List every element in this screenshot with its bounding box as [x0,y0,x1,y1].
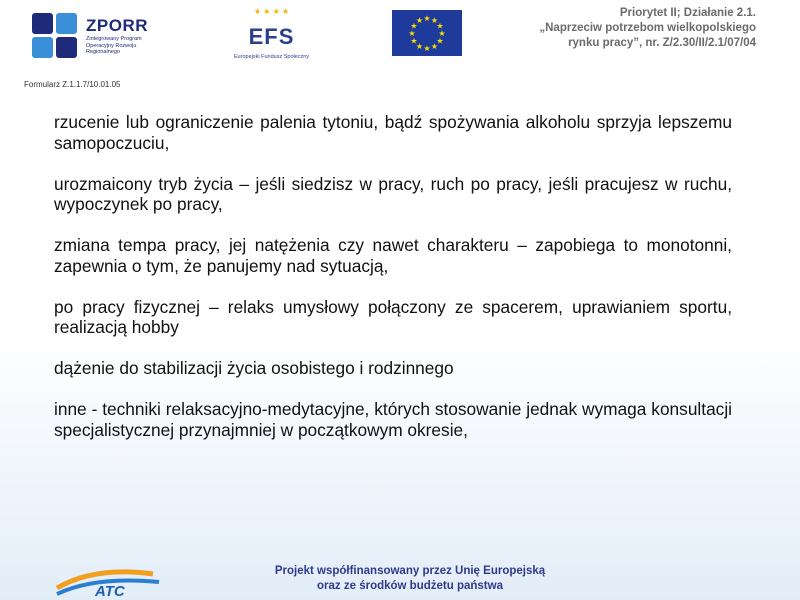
list-item [34,297,732,338]
list-item [34,399,732,440]
list-item [34,358,732,379]
list-item-text: dążenie do stabilizacji życia osobistego i rodzinnego [54,358,454,378]
atc-logo [55,562,165,598]
zporr-title: ZPORR [86,16,148,36]
list-item-text: urozmaicony tryb życia – jeśli siedzisz w pracy, ruch po pracy, jeśli pracujesz w ruchu, wypoczynek po pracy, [54,173,732,214]
atc-logo-text: ATC [95,583,125,598]
eu-star-icon: ★ [423,44,431,53]
zporr-logo [32,10,162,62]
bullet-list [34,112,732,440]
eu-star-icon: ★ [410,21,418,31]
efs-logo [224,8,319,66]
header [0,0,800,78]
list-item [34,112,732,153]
list-item-text: inne - techniki relaksacyjno-medytacyjne, których stosowanie jednak wymaga konsultacji specjalistycznej przynajmniej w początkowym okresie, [54,399,732,440]
form-code: Formularz Z.1.1.7/10.01.05 [24,80,121,89]
footer [0,560,800,600]
efs-mark: EFS [248,24,295,49]
footer-line: oraz ze środków budżetu państwa [317,580,503,592]
puzzle-icon [32,13,78,59]
list-item-text: po pracy fizycznej – relaks umysłowy połączony ze spacerem, uprawianiem sportu, realizacją hobby [54,296,732,337]
eu-star-icon: ★ [423,14,431,23]
priority-line: „Naprzeciw potrzebom wielkopolskiego [539,22,756,34]
priority-line: Priorytet II; Działanie 2.1. [619,7,756,19]
list-item-text: zmiana tempa pracy, jej natężenia czy nawet charakteru – zapobiega to monotonni, zapewnia o tym, że panujemy nad sytuacją, [54,235,732,276]
eu-star-icon: ★ [430,41,439,51]
priority-line: rynku pracy”, nr. Z/2.30/II/2.1/07/04 [568,37,756,49]
eu-flag-icon [392,10,462,56]
efs-label: Europejski Fundusz Społeczny [233,54,310,60]
eu-star-icon: ★ [430,16,439,26]
eu-star-icon: ★ [415,41,424,51]
eu-star-icon: ★ [415,16,424,26]
eu-star-icon: ★ [438,29,446,38]
cofinance-note [230,564,590,594]
list-item [34,174,732,215]
list-item-text: rzucenie lub ograniczenie palenia tytoniu, bądź spożywania alkoholu sprzyja lepszemu samopoczuciu, [54,112,732,153]
priority-info [486,6,756,51]
stars-icon: ★ ★ ★ ★ [253,7,290,16]
footer-line: Projekt współfinansowany przez Unię Europejską [274,565,546,577]
list-item [34,235,732,276]
eu-star-icon: ★ [408,29,416,38]
eu-star-icon: ★ [436,21,444,31]
eu-star-icon: ★ [436,36,444,46]
zporr-subtitle: Zintegrowany Program Operacyjny Rozwoju Regionalnego [86,36,142,56]
eu-star-icon: ★ [410,36,418,46]
